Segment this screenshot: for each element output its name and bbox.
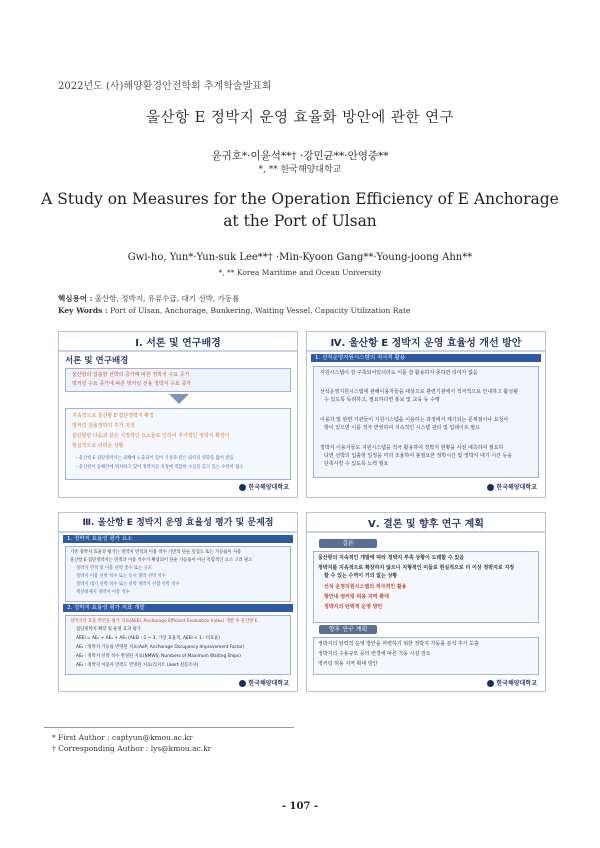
box-line: 선석운영지원시스템에 관해이용자들을 대상으로 관련기관에서 적극적으로 안내하고 활성될 <box>320 389 518 395</box>
korean-title: 울산항 E 정박지 운영 효율화 방안에 관한 연구 <box>146 110 454 126</box>
section-bar: 1. 정박지 효율성 평가 요소 <box>63 535 293 543</box>
background-box <box>65 368 291 392</box>
content-box <box>313 551 539 623</box>
logo-text: 한국해양대학교 <box>248 680 289 687</box>
content-box <box>65 546 291 602</box>
box-line: 정박지 대기 선박 척수 또는 선박 정박지 선점 선박 척수 <box>76 582 180 587</box>
korean-authors: 윤귀호*·이윤석**† ·강민균**·안영중** <box>211 150 389 162</box>
divider <box>59 350 297 352</box>
korean-affiliation: *, ** 한국해양대학교 <box>258 165 342 175</box>
seal-icon <box>487 680 494 687</box>
panel-conclusion <box>306 512 546 692</box>
conference-header: 2022년도 (사)해양환경안전학회 추계학술발표회 <box>58 81 272 92</box>
box-line: - 울산항 E 집단정박지는 외해에 노출되어 있어 기상과 같은 외력의 영향을 많이 받음 <box>76 456 234 461</box>
divider <box>307 531 545 533</box>
box-line: 정박지의 탄력적 운영 방안을 마련하기 위한 정박지 가동률 분석 추가 도출 <box>318 641 479 647</box>
footnote-divider <box>44 727 294 728</box>
box-line: AEEI = AE₁ + AE₂ + AE₃ (AEEI : 1 ~ 3, 가장 효율적, AEEI < 1 : 비효율) <box>76 636 221 641</box>
university-logo <box>487 482 537 491</box>
keywords-english-text: Port of Ulsan, Anchorage, Bunkering, Waiting Vessel, Capacity Utilization Rate <box>110 306 411 315</box>
panel-evaluation <box>58 512 298 692</box>
box-line: 항이 있으면 이를 적극 반영하여 지속적인 시스템 관리 및 업데이트 필요 <box>324 425 480 431</box>
box-line: AE₃ : 정박지 이용자 만족도 반영된 지표(리커트 Likert 설문조사) <box>76 663 199 668</box>
box-line: 현실적으로 어려운 상황 <box>72 443 124 449</box>
box-line: 단축시킬 수 있도록 노력 필요 <box>324 461 389 467</box>
box-line: 울산항 E 집단정박지는 면적과 이용 척수가 확장되어 단순 가동률이 아닌 복합적인 요소 고려 필요 <box>70 558 253 563</box>
footnote-first-author: * First Author : captyun@kmou.ac.kr <box>52 733 193 742</box>
box-line: 벙커링 전용정박지 추가 지정 <box>72 423 135 429</box>
box-line: 할 수 있는 수역이 거의 없는 상황 <box>324 573 398 579</box>
divider <box>59 531 297 533</box>
box-line: 기존 정박지 효율성 평가는 정박지 면적과 이용 척수 기반의 단순 밀집도 또는 가동률이 사용 <box>70 550 242 555</box>
box-line: 정박지의 탄력적 운영 방안 <box>324 604 383 610</box>
box-line: 정박지 이용 선박 척수 또는 동시 정박 선박 척수 <box>76 574 166 579</box>
content-box <box>65 615 291 675</box>
panel-title: Ⅴ. 결론 및 향후 연구 계획 <box>368 519 484 530</box>
seal-icon <box>487 484 494 491</box>
box-line: 정박지 이용자들도 지원시스템을 적극 활용하여 정박지 현황을 사전 예측하여 필요하 <box>320 445 504 451</box>
box-line: AE₁ : 정박지 가동률 반영된 지표(AoP, Anchorage Occupancy Improvement Factor) <box>76 645 245 650</box>
english-affiliation: *, ** Korea Maritime and Ocean University <box>218 268 382 277</box>
logo-text: 한국해양대학교 <box>496 484 537 491</box>
future-work-label: 향후 연구 계획 <box>319 625 377 634</box>
box-line: 이용자 및 관련 기관들이 지원시스템을 이용하는 과정에서 제기되는 문제점이나 요청사 <box>320 417 509 423</box>
seal-icon <box>239 680 246 687</box>
down-arrow-icon <box>169 394 189 404</box>
panel-introduction <box>58 331 298 498</box>
box-line: AE₂ : 정박지 선박 척수 반영된 지표(NMWS, Numbers of Maximum Waiting Ships) <box>76 654 241 659</box>
box-line: 지속적으로 울산항 E 집단정박지 확장 <box>72 413 154 419</box>
box-line: 정박지 면적 및 이용 선박 총수 또는 규모 <box>76 566 152 571</box>
panel-improvement <box>306 331 546 498</box>
box-line: 항만내 벙커링 허용 지역 확대 <box>324 594 389 600</box>
box-line: 수 있도록 독려하고, 필요하다면 홍보 및 교육 등 수행 <box>324 397 440 403</box>
section-bar: 1. 선석운영지원시스템의 적극적 활용 <box>311 354 541 362</box>
page-number: - 107 - <box>281 801 319 812</box>
panel-subheading: 서론 및 연구배경 <box>65 356 129 366</box>
english-authors: Gwi-ho, Yun*·Yun-suk Lee**† ·Min-Kyoon Gang**·Young-joong Ahn** <box>127 252 473 263</box>
logo-text: 한국해양대학교 <box>496 680 537 687</box>
detail-box <box>65 408 291 480</box>
conclusion-label: 결론 <box>319 539 377 548</box>
content-box <box>313 637 539 675</box>
box-line: 울산항의 입출항 선박의 증가에 따른 정박지 수요 증가 <box>72 372 190 378</box>
keywords-english <box>58 306 410 315</box>
keywords-english-label: Key Words : <box>58 306 108 315</box>
box-line: 정박지를 지속적으로 확장하지 않으나 지형적인 미들로 현실적으로 더 이상 정박지로 지정 <box>318 565 515 571</box>
section-bar: 2. 정박지 효율성 평가 지표 개발 <box>63 604 293 612</box>
box-line: 다면 선박의 입출항 일정을 미리 조율하여 불필요한 정박시간 및 정박지 대기 시간 등을 <box>324 453 513 459</box>
box-line: 자원시스템이 잘 구축되어있더라도 이를 잘 활용하지 못하면 의미가 없음 <box>320 370 478 376</box>
box-line: 벙커링 허용 지역 확대 방안 <box>318 661 378 667</box>
box-line: 울산항의 지속적인 개발에 따라 정박지 부족 상황이 도래할 수 있음 <box>318 555 465 561</box>
english-title: A Study on Measures for the Operation Efficiency of E Anchorage at the Port of Ulsan <box>41 190 559 230</box>
keywords-korean-label: 핵심용어 : <box>58 294 93 303</box>
university-logo <box>239 482 289 491</box>
content-box <box>313 366 539 478</box>
seal-icon <box>239 484 246 491</box>
footnote-corresponding-author: † Corresponding Author : lys@kmou.ac.kr <box>52 744 212 753</box>
box-line: 선석 운영지원시스템의 적극적인 활용 <box>324 584 407 590</box>
panel-title: Ⅲ. 울산항 E 정박지 운영 효율성 평가 및 문제점 <box>82 518 274 528</box>
logo-text: 한국해양대학교 <box>248 484 289 491</box>
box-line: 재상대체지 정박지 이용 척수 <box>76 590 130 595</box>
keywords-korean <box>58 293 239 304</box>
panel-title: Ⅰ. 서론 및 연구배경 <box>135 338 221 349</box>
box-line: - 울산항이 동해안에 위치하고 있어 정박지를 지정에 적합한 수심을 갖고 있는 수역이 협소 <box>76 465 244 470</box>
divider <box>307 350 545 352</box>
university-logo <box>239 678 289 687</box>
box-line: 집단정박지 확장 및 운영 효과 평가 <box>76 627 141 632</box>
box-line: 정박지의 수용규모 등의 변경에 따른 가동 시설 검토 <box>318 651 431 657</box>
university-logo <box>487 678 537 687</box>
box-line: 벙커링 수요 증가에 따른 벙커링 전용 정박지 수요 증가 <box>72 381 191 387</box>
panel-title: Ⅳ. 울산항 E 정박지 운영 효율성 개선 방안 <box>330 338 522 349</box>
box-line: 울산항만 다음과 같은 지정적인 요소들로 인하여 추가적인 정박지 확장이 <box>72 433 230 439</box>
box-line: 정박지의 효율 측면을 평가 지표(AEEI, Anchorage Efficient Evaluation Index) 개발 후 울산항 E <box>70 619 258 624</box>
keywords-korean-text: 울산항, 정박지, 유류수급, 대기 선박, 가동률 <box>94 294 240 303</box>
